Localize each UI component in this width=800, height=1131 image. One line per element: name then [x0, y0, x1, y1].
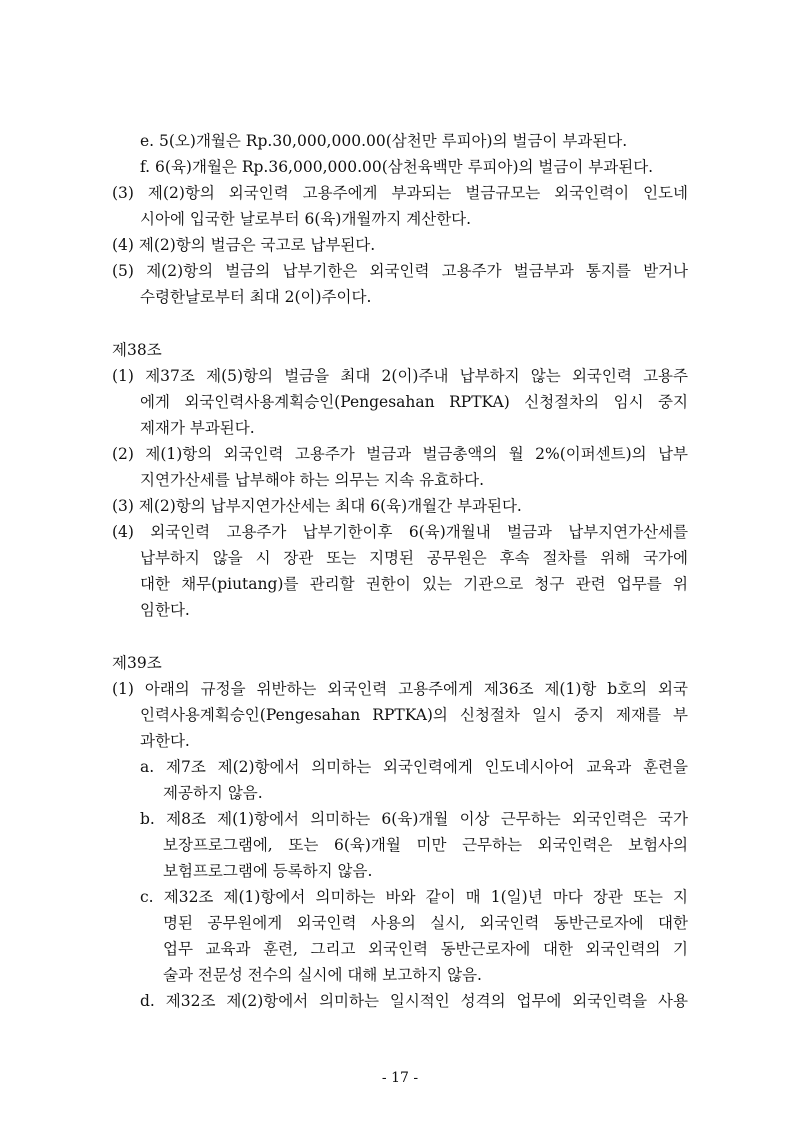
paragraph-3-line-1: (3) 제(2)항의 외국인력 고용주에게 부과되는 벌금규모는 외국인력이 인도네	[112, 184, 688, 202]
art39-p1-line-3: 과한다.	[140, 732, 190, 750]
art39-p1-line-2: 인력사용계획승인(Pengesahan RPTKA)의 신청절차 일시 중지 제재를 부	[140, 706, 688, 724]
paragraph-5-line-2: 수령한날로부터 최대 2(이)주이다.	[140, 288, 372, 306]
art39-item-a-line-1: a. 제7조 제(2)항에서 의미하는 외국인력에게 인도네시아어 교육과 훈련을	[140, 758, 688, 776]
art39-item-c-line-2: 명된 공무원에게 외국인력 사용의 실시, 외국인력 동반근로자에 대한	[163, 914, 688, 932]
art39-item-a-line-2: 제공하지 않음.	[163, 784, 263, 802]
paragraph-4: (4) 제(2)항의 벌금은 국고로 납부된다.	[112, 236, 376, 254]
art39-item-c-line-3: 업무 교육과 훈련, 그리고 외국인력 동반근로자에 대한 외국인력의 기	[163, 940, 688, 958]
art38-p4-line-1: (4) 외국인력 고용주가 납부기한이후 6(육)개월내 벌금과 납부지연가산세를	[112, 523, 688, 541]
article-38-title: 제38조	[112, 341, 162, 359]
art39-item-c-line-1: c. 제32조 제(1)항에서 의미하는 바와 같이 매 1(일)년 마다 장관 또는 지	[140, 888, 688, 906]
art39-item-b-line-2: 보장프로그램에, 또는 6(육)개월 미만 근무하는 외국인력은 보험사의	[163, 836, 688, 854]
art38-p2-line-1: (2) 제(1)항의 외국인력 고용주가 벌금과 벌금총액의 월 2%(이퍼센트)의 납부	[112, 445, 688, 463]
paragraph-5-line-1: (5) 제(2)항의 벌금의 납부기한은 외국인력 고용주가 벌금부과 통지를 받거나	[112, 262, 688, 280]
art38-p3: (3) 제(2)항의 납부지연가산세는 최대 6(육)개월간 부과된다.	[112, 497, 522, 515]
item-f: f. 6(육)개월은 Rp.36,000,000.00(삼천육백만 루피아)의 벌금이 부과된다.	[140, 158, 654, 176]
art38-p4-line-4: 임한다.	[140, 601, 190, 619]
paragraph-3-line-2: 시아에 입국한 날로부터 6(육)개월까지 계산한다.	[140, 210, 472, 228]
art38-p1-line-2: 에게 외국인력사용계획승인(Pengesahan RPTKA) 신청절차의 임시 중지	[140, 393, 688, 411]
art38-p4-line-3: 대한 채무(piutang)를 관리할 권한이 있는 기관으로 청구 관련 업무를 위	[140, 575, 688, 593]
art39-item-b-line-1: b. 제8조 제(1)항에서 의미하는 6(육)개월 이상 근무하는 외국인력은 국가	[140, 810, 688, 828]
page-number: - 17 -	[381, 1070, 419, 1086]
art38-p4-line-2: 납부하지 않을 시 장관 또는 지명된 공무원은 후속 절차를 위해 국가에	[140, 549, 688, 567]
article-39-title: 제39조	[112, 654, 162, 672]
art39-item-b-line-3: 보험프로그램에 등록하지 않음.	[163, 862, 373, 880]
art39-p1-line-1: (1) 아래의 규정을 위반하는 외국인력 고용주에게 제36조 제(1)항 b호의 외국	[112, 680, 688, 698]
art38-p1-line-3: 제재가 부과된다.	[140, 419, 255, 437]
art39-item-c-line-4: 술과 전문성 전수의 실시에 대해 보고하지 않음.	[163, 966, 482, 984]
item-e: e. 5(오)개월은 Rp.30,000,000.00(삼천만 루피아)의 벌금이 부과된다.	[140, 132, 628, 150]
art38-p2-line-2: 지연가산세를 납부해야 하는 의무는 지속 유효하다.	[140, 471, 484, 489]
art38-p1-line-1: (1) 제37조 제(5)항의 벌금을 최대 2(이)주내 납부하지 않는 외국인력 고용주	[112, 367, 688, 385]
art39-item-d-line-1: d. 제32조 제(2)항에서 의미하는 일시적인 성격의 업무에 외국인력을 사용	[140, 992, 688, 1010]
